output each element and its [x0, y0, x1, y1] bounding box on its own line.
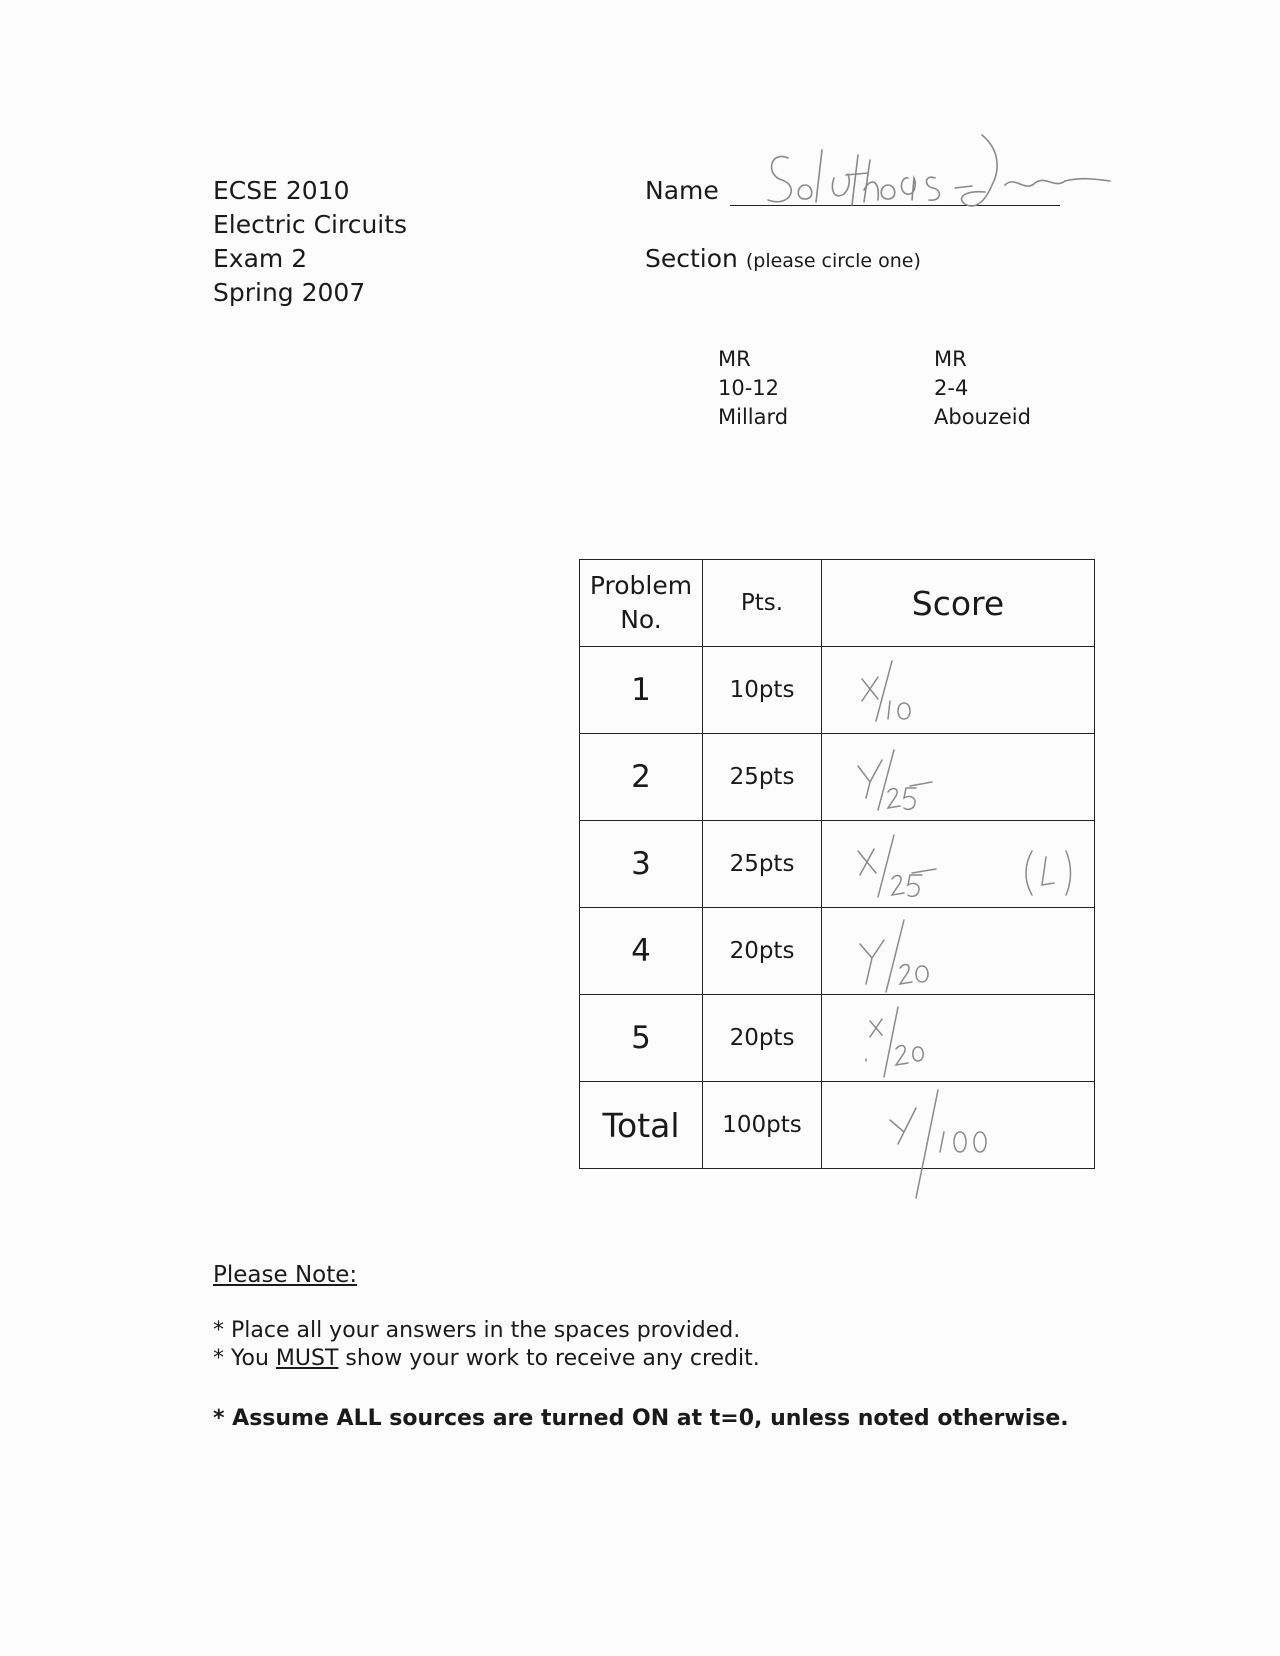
problem-number: 1 [580, 647, 703, 734]
section-days: MR [934, 347, 967, 371]
handwritten-signature [760, 130, 1120, 230]
section-days: MR [718, 347, 751, 371]
table-row [580, 821, 1095, 908]
note-text: show your work to receive any credit. [338, 1346, 760, 1371]
course-code: ECSE 2010 [213, 176, 350, 205]
problem-points: 25pts [703, 734, 822, 821]
total-score[interactable] [822, 1082, 1095, 1169]
problem-score[interactable] [822, 821, 1095, 908]
note-emphasis: MUST [275, 1346, 339, 1371]
name-label: Name [645, 176, 719, 205]
handwritten-score [852, 825, 1082, 909]
handwritten-score [852, 912, 952, 996]
table-header-row [580, 560, 1095, 647]
table-row [580, 908, 1095, 995]
note-bold-line: * Assume ALL sources are turned ON at t=0, unless noted otherwise. [213, 1406, 1069, 1431]
course-title: Electric Circuits [213, 210, 408, 239]
problem-score[interactable] [822, 647, 1095, 734]
section-time: 2-4 [934, 376, 969, 400]
problem-number: 3 [580, 821, 703, 908]
problem-score[interactable] [822, 734, 1095, 821]
note-line-2 [213, 1346, 760, 1371]
section-instructor: Millard [718, 405, 789, 429]
problem-points: 10pts [703, 647, 822, 734]
course-info [213, 174, 407, 310]
section-option-1[interactable] [718, 345, 788, 432]
section-time: 10-12 [718, 376, 780, 400]
score-table [579, 559, 1095, 1169]
problem-number: 4 [580, 908, 703, 995]
handwritten-score [852, 738, 952, 818]
problem-points: 20pts [703, 908, 822, 995]
section-title: Section [645, 244, 738, 273]
problem-score[interactable] [822, 908, 1095, 995]
section-hint: (please circle one) [745, 250, 921, 272]
exam-term: Spring 2007 [213, 278, 366, 307]
problem-number: 5 [580, 995, 703, 1082]
problem-number: 2 [580, 734, 703, 821]
header-problem-line1: Problem [589, 571, 693, 600]
section-option-2[interactable] [934, 345, 1031, 432]
problem-points: 25pts [703, 821, 822, 908]
header-problem [580, 560, 703, 647]
section-instructor: Abouzeid [934, 405, 1031, 429]
note-text: * You [213, 1346, 276, 1371]
header-points: Pts. [703, 560, 822, 647]
exam-number: Exam 2 [213, 244, 308, 273]
table-total-row [580, 1082, 1095, 1169]
handwritten-score [882, 1070, 1042, 1200]
handwritten-score [852, 651, 942, 731]
note-line-1: * Place all your answers in the spaces provided. [213, 1318, 741, 1343]
table-row [580, 995, 1095, 1082]
total-label: Total [580, 1082, 703, 1169]
section-label [645, 244, 921, 273]
problem-score[interactable] [822, 995, 1095, 1082]
notes-title: Please Note: [213, 1262, 358, 1288]
table-row [580, 734, 1095, 821]
total-points: 100pts [703, 1082, 822, 1169]
header-score: Score [822, 560, 1095, 647]
table-row [580, 647, 1095, 734]
header-problem-line2: No. [620, 605, 662, 634]
problem-points: 20pts [703, 995, 822, 1082]
